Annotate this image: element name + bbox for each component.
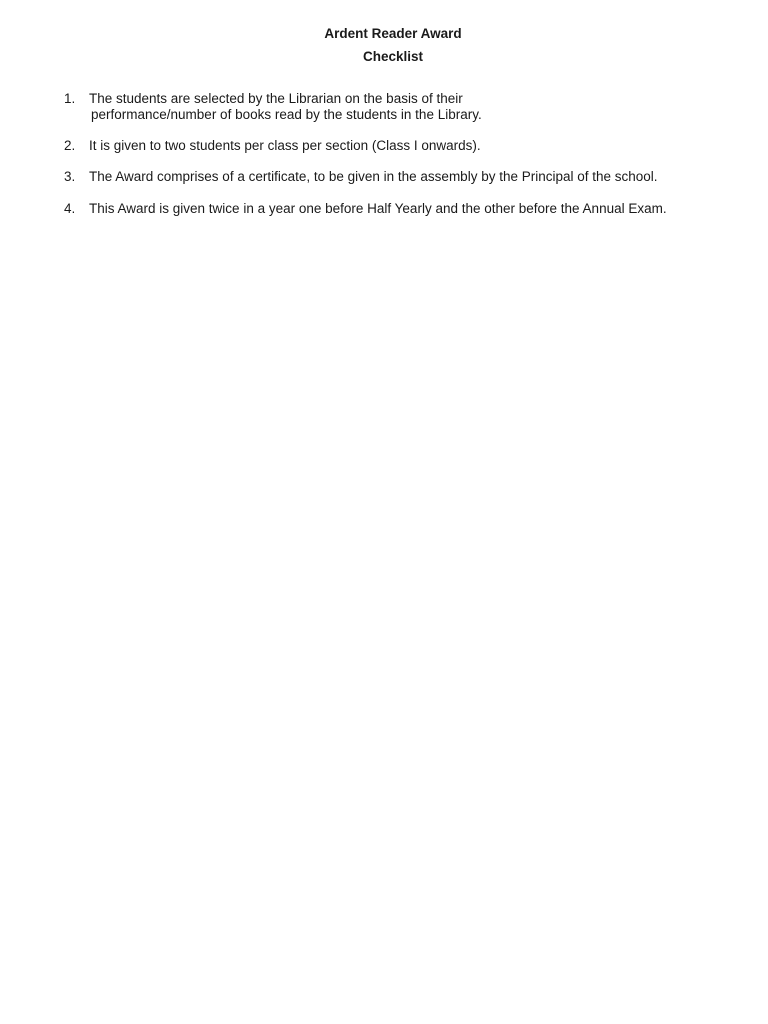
list-item-number: 2. (64, 138, 76, 153)
document-subtitle: Checklist (362, 49, 424, 64)
list-item-text: The Award comprises of a certificate, to be given in the assembly by the Principal of the school. (89, 169, 658, 184)
list-item-text-continuation: performance/number of books read by the students in the Library. (91, 107, 482, 122)
list-item-text: The students are selected by the Librarian on the basis of their (89, 91, 463, 106)
list-item (64, 91, 754, 123)
document-title: Ardent Reader Award (324, 26, 462, 41)
list-item (64, 201, 754, 217)
list-item-text: It is given to two students per class per section (Class I onwards). (89, 138, 481, 153)
list-item-number: 3. (64, 169, 76, 184)
list-item-text: This Award is given twice in a year one before Half Yearly and the other before the Annual Exam. (89, 201, 667, 216)
list-item-number: 4. (64, 201, 76, 216)
list-item-number: 1. (64, 91, 76, 106)
list-item (64, 169, 754, 185)
checklist (64, 91, 754, 217)
list-item (64, 138, 754, 154)
